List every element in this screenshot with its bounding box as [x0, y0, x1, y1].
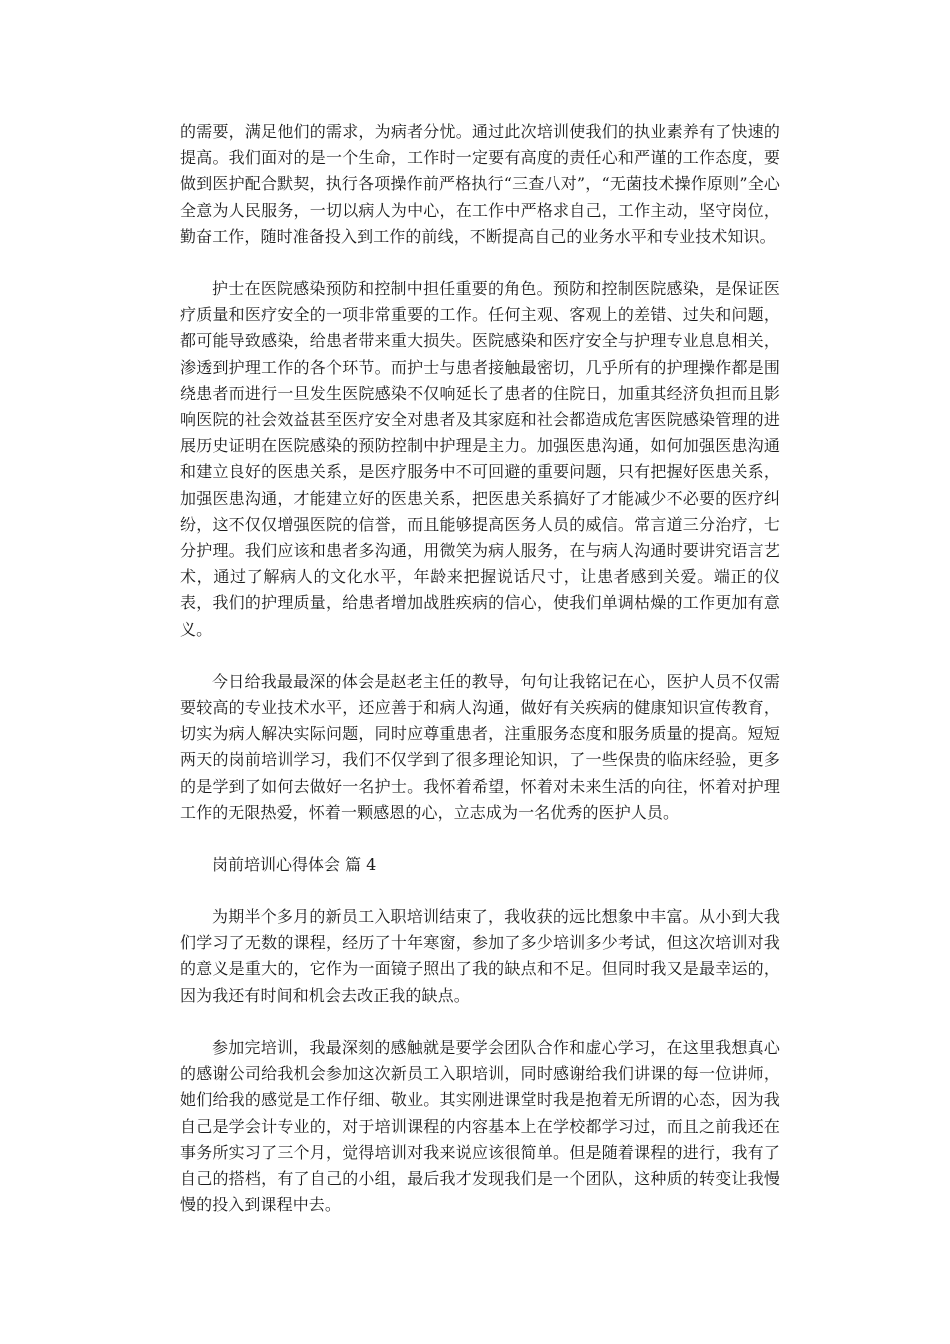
paragraph-2: 护士在医院感染预防和控制中担任重要的角色。预防和控制医院感染，是保证医疗质量和医疗安全的一项非常重要的工作。任何主观、客观上的差错、过失和问题，都可能导致感染，给患者带来重大损失。医院感染和医疗安全与护理专业息息相关，渗透到护理工作的各个环节。而护士与患者接触最密切，几乎所有的护理操作都是围绕患者而进行一旦发生医院感染不仅响延长了患者的住院日，加重其经济负担而且影响医院的社会效益甚至医疗安全对患者及其家庭和社会都造成危害医院感染管理的进展历史证明在医院感染的预防控制中护理是主力。加强医患沟通，如何加强医患沟通和建立良好的医患关系，是医疗服务中不可回避的重要问题，只有把握好医患关系，加强医患沟通，才能建立好的医患关系，把医患关系搞好了才能减少不必要的医疗纠纷，这不仅仅增强医院的信誉，而且能够提高医务人员的威信。常言道三分治疗，七分护理。我们应该和患者多沟通，用微笑为病人服务，在与病人沟通时要讲究语言艺术，通过了解病人的文化水平，年龄来把握说话尺寸，让患者感到关爱。端正的仪表，我们的护理质量，给患者增加战胜疾病的信心，使我们单调枯燥的工作更加有意义。 — [180, 279, 780, 639]
section-heading: 岗前培训心得体会 篇 4 — [212, 855, 377, 875]
paragraph-1: 的需要，满足他们的需求，为病者分忧。通过此次培训使我们的执业素养有了快速的提高。我们面对的是一个生命，工作时一定要有高度的责任心和严谨的工作态度，要做到医护配合默契，执行各项操作前严格执行“三查八对”，“无菌技术操作原则”全心全意为人民服务，一切以病人为中心，在工作中严格求自己，工作主动，坚守岗位，勤奋工作，随时准备投入到工作的前线，不断提高自己的业务水平和专业技术知识。 — [180, 122, 780, 246]
paragraph-4: 为期半个多月的新员工入职培训结束了，我收获的远比想象中丰富。从小到大我们学习了无数的课程，经历了十年寒窗，参加了多少培训多少考试，但这次培训对我的意义是重大的，它作为一面镜子照出了我的缺点和不足。但同时我又是最幸运的，因为我还有时间和机会去改正我的缺点。 — [180, 907, 780, 1005]
paragraph-gap — [180, 826, 780, 852]
paragraph-gap — [180, 643, 780, 669]
paragraph-gap — [180, 878, 780, 904]
document-page — [180, 119, 780, 1218]
paragraph-3: 今日给我最最深的体会是赵老主任的教导，句句让我铭记在心，医护人员不仅需要较高的专业技术水平，还应善于和病人沟通，做好有关疾病的健康知识宣传教育，切实为病人解决实际问题，同时应尊重患者，注重服务态度和服务质量的提高。短短两天的岗前培训学习，我们不仅学到了很多理论知识，了一些保贵的临床经验，更多的是学到了如何去做好一名护士。我怀着希望，怀着对未来生活的向往，怀着对护理工作的无限热爱，怀着一颗感恩的心，立志成为一名优秀的医护人员。 — [180, 671, 780, 822]
paragraph-gap — [180, 250, 780, 276]
paragraph-5: 参加完培训，我最深刻的感触就是要学会团队合作和虚心学习，在这里我想真心的感谢公司给我机会参加这次新员工入职培训，同时感谢给我们讲课的每一位讲师，她们给我的感觉是工作仔细、敬业。其实刚进课堂时我是抱着无所谓的心态，因为我自己是学会计专业的，对于培训课程的内容基本上在学校都学习过，而且之前我还在事务所实习了三个月，觉得培训对我来说应该很简单。但是随着课程的进行，我有了自己的搭档，有了自己的小组，最后我才发现我们是一个团队，这种质的转变让我慢慢的投入到课程中去。 — [180, 1037, 780, 1215]
paragraph-gap — [180, 1009, 780, 1035]
